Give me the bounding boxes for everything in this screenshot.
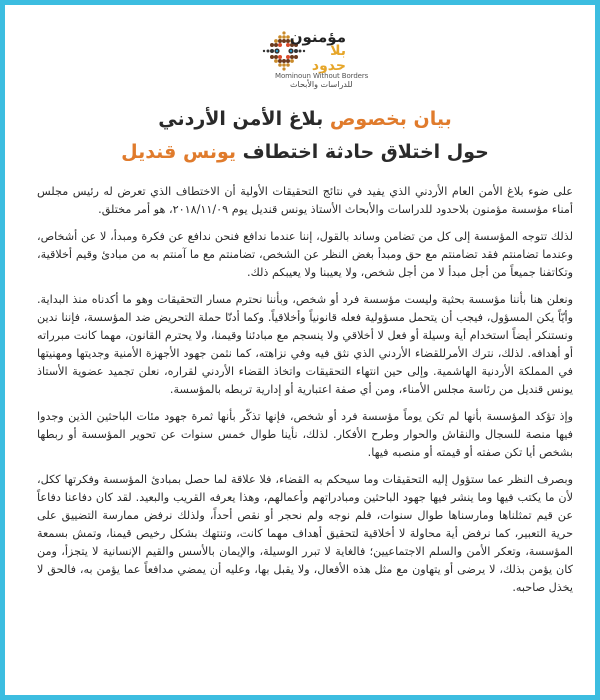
logo-arabic-name: مؤمنون xyxy=(289,28,346,46)
title-accent-1: بيان بخصوص xyxy=(329,108,452,130)
title-text-2: حول اختلاق حادثة اختطاف xyxy=(236,141,489,163)
title-text-1: بلاغ الأمن الأردني xyxy=(158,108,330,130)
paragraph-1: على ضوء بلاغ الأمن العام الأردني الذي يفيد في نتائج التحقيقات الأولية أن الاختطاف الذي تعرض له رئيس مجلس أمناء مؤسسة مؤمنون بلاحدود للدراسات والأبحاث الأستاذ يونس قنديل يوم ٢٠١٨/١١/٠٩، هو أمر مختلق. xyxy=(37,185,573,216)
logo-english-name: Mominoun Without Borders xyxy=(275,72,369,80)
paragraph-2: لذلك تتوجه المؤسسة إلى كل من تضامن وساند بالقول، إننا عندما ندافع فنحن ندافع عن فكرة ومبدأ، لا عن أشخاص، وعندما تضامنتم فقد تضامنتم مع حق ومبدأ بغض النظر عن الشخص، تضامنتم مع ما آمنتم به من مبادئ وقيم أخلاقية، وتكاتفنا جميعاً من أجل مبدأ لا من أجل شخص، ولا يعيبنا ولا يعيبكم ذلك. xyxy=(37,230,573,279)
statement-body xyxy=(37,183,573,606)
logo-arabic-tagline: للدراسات والأبحاث xyxy=(290,80,353,89)
title-line-1 xyxy=(35,105,575,133)
paragraph-4: وإذ تؤكد المؤسسة بأنها لم تكن يوماً مؤسسة فرد أو شخص، فإنها تذكّر بأنها ثمرة جهود مئات الباحثين الذين وجدوا فيها منصة للسجال والنقاش والحوار وطرح الأفكار. لذلك، نأينا طوال خمس سنوات عن تحوير المؤسسة أو ربطها بشخص أيا تكن صفته أو قيمته أو منصبه فيها. xyxy=(37,410,573,459)
statement-title xyxy=(35,105,575,171)
mominoun-logo xyxy=(262,27,372,89)
title-accent-2: يونس قنديل xyxy=(121,141,237,163)
paragraph-3: ونعلن هنا بأننا مؤسسة بحثية وليست مؤسسة فرد أو شخص، وبأننا نحترم مسار التحقيقات وهو ما أكدناه منذ البداية. وأيّاً يكن المسؤول، فيجب أن يتحمل مسؤولية فعله قانونياً وأخلاقياً. وكما أدنّا حملة التحريض ضد المؤسسة، فإننا ندين ونستنكر أيضاً استخدام أية وسيلة أو فعل لا أخلاقي ولا ينسجم مع مبادئنا وقيمنا، ولا يحترم القانون، مهما كانت مبرراته أو أهدافه. لذلك، نترك الأمرللقضاء الأردني الذي نثق فيه وفي نزاهته، كما نثمن جهود الأجهزة الأمنية وجديتها ومهنيتها في المملكة الأردنية الهاشمية. وإلى حين انتهاء التحقيقات واتخاذ القضاء الأردني لقراره، نعلن تجميد عضوية الأستاذ يونس قنديل من رئاسة مجلس الأمناء، ومن أي صفة اعتبارية أو إدارية تربطه بالمؤسسة. xyxy=(37,293,573,396)
paragraph-5: وبصرف النظر عما ستؤول إليه التحقيقات وما سيحكم به القضاء، فلا علاقة لما حصل بمبادئ المؤسسة وفكرتها ككل، لأن ما يكتب فيها وما ينشر فيها جهود الباحثين ومبادراتهم وأعمالهم، وهذا يعرفه القريب والبعيد. لقد كان دفاعنا دفاعاً عن قيم تمثلناها ومارسناها طوال سنوات، فلم نوجه ولم نحجر أو نقص أحداً، ولذلك نرفض ممارسة التضييق على حرية التعبير، كما نرفض أية محاولة لا أخلاقية لتحقيق أهداف مهما كانت، وتنتهك بشكل رخيص قيمنا، وتمش بسمعة المؤسسة، وتعكر الأمن والسلم الاجتماعيين؛ فالغاية لا تبرر الوسيلة، والإيمان بالأسس والقيم الإنسانية لا يتجزأ، ومن كان يؤمن بذلك، لا يرضى أو يتهاون مع مثل هذه الأفعال، ولا يقبل بها، وعليه أن يمضي مدافعاً عما يؤمن به، فالحق لا يخذل صاحبه. xyxy=(37,473,573,594)
logo-arabic-subname: بلا حدود xyxy=(311,43,346,74)
title-line-2 xyxy=(35,138,575,166)
